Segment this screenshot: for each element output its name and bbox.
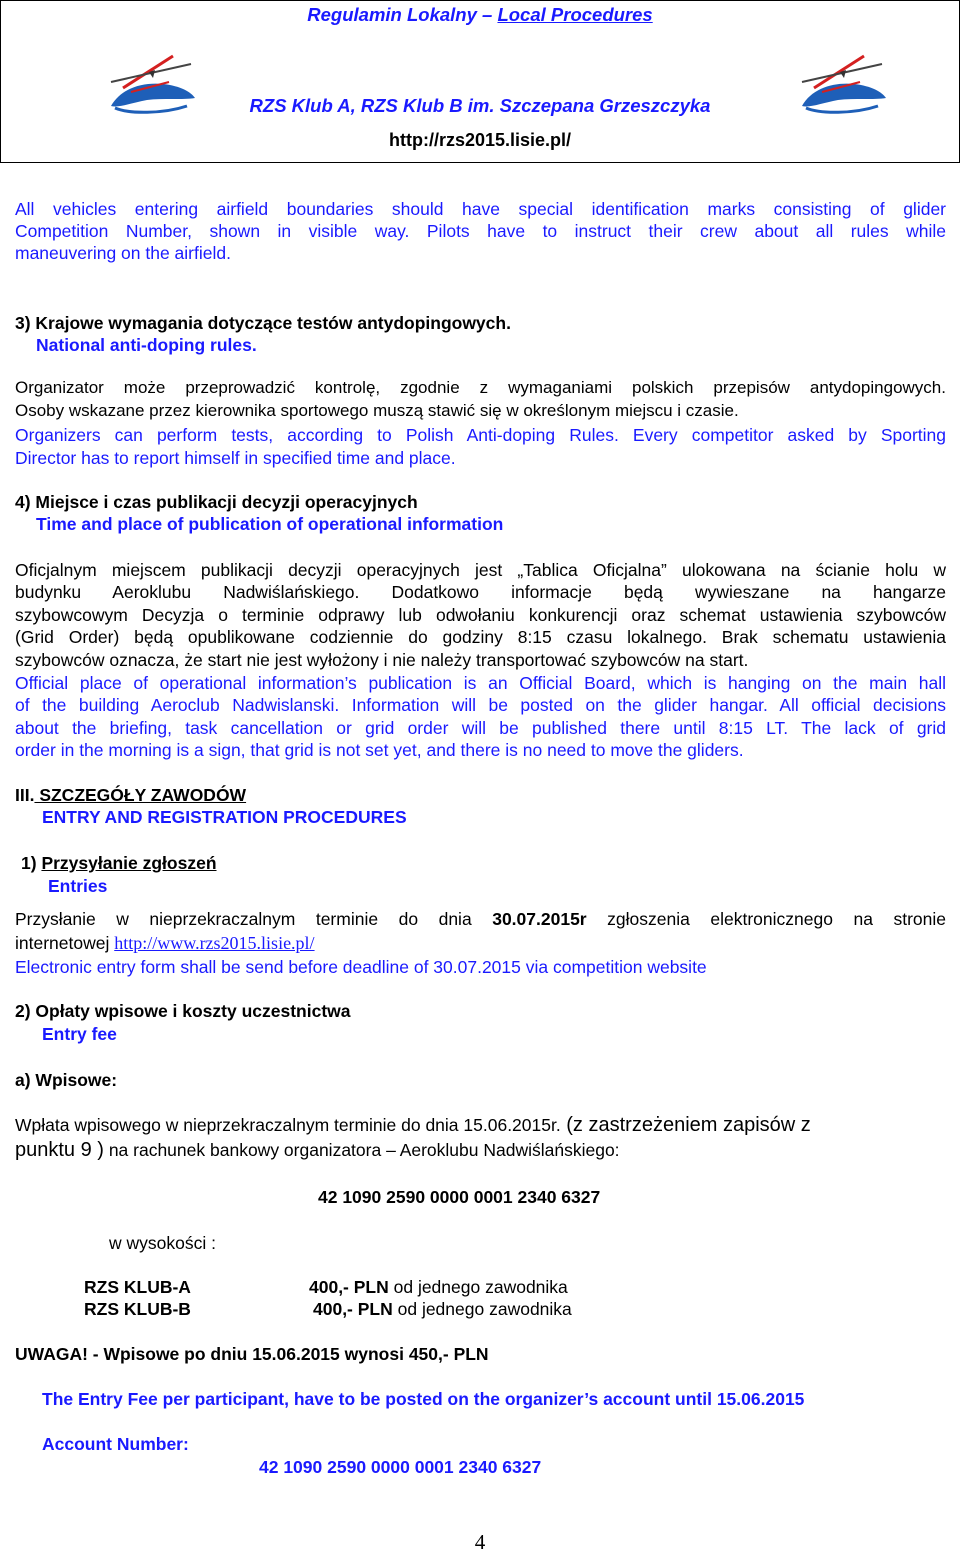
section4-pl-line-5: szybowców oznacza, że start nie jest wyłożony i nie należy transportować szybowców na start. (15, 650, 749, 670)
page-number: 4 (474, 1530, 486, 1554)
header-url[interactable]: http://rzs2015.lisie.pl/ (388, 130, 572, 150)
section3-en-line-2: Director has to report himself in specified time and place. (15, 448, 456, 468)
entries-heading-title: Przysyłanie zgłoszeń (41, 853, 217, 873)
section4-en-line-4: order in the morning is a sign, that grid is not set yet, and there is no need to move the gliders. (15, 740, 744, 760)
section-iii-heading-pl (15, 784, 246, 806)
header-title (0, 4, 960, 26)
fees-heading-en: Entry fee (42, 1024, 117, 1044)
fees-club-a-per: od jednego zawodnika (388, 1277, 568, 1297)
section3-heading-pl: 3) Krajowe wymagania dotyczące testów antydopingowych. (15, 313, 511, 333)
fees-line-1 (15, 1114, 811, 1136)
section3-en-line-1a: Organizers can perform tests, according to Polish Anti-doping Rules. (15, 425, 619, 445)
fees-club-b: RZS KLUB-B (84, 1299, 191, 1319)
section3-en-line-1b: Every competitor asked by Sporting (618, 425, 946, 445)
fees-en-note: The Entry Fee per participant, have to be posted on the organizer’s account until 15.06.2015 (42, 1389, 805, 1409)
fees-line-2b: na rachunek bankowy organizatora – Aeroklubu Nadwiślańskiego: (103, 1140, 620, 1160)
fees-heading-pl: 2) Opłaty wpisowe i koszty uczestnictwa (15, 1001, 351, 1021)
entries-heading-pl (21, 852, 217, 874)
vehicles-line-3: maneuvering on the airfield. (15, 243, 231, 263)
section3-heading-en: National anti-doping rules. (36, 335, 257, 355)
fees-sub-heading: a) Wpisowe: (15, 1070, 118, 1090)
section4-en-line-2: of the building Aeroclub Nadwislanski. Information will be posted on the glider hangar. All official decisions (15, 695, 946, 715)
fees-line-1b: (z zastrzeżeniem zapisów z (560, 1114, 811, 1136)
fees-club-b-value: 400,- PLN (313, 1299, 393, 1319)
fees-club-a-amount (309, 1276, 568, 1298)
section4-heading-pl: 4) Miejsce i czas publikacji decyzji operacyjnych (15, 492, 418, 512)
fees-line-2a: punktu 9 ) (15, 1139, 104, 1161)
fees-line-2 (15, 1139, 620, 1161)
fees-account-number: 42 1090 2590 0000 0001 2340 6327 (318, 1187, 601, 1207)
section4-en-line-3: about the briefing, task cancellation or grid order will be published there until 8:15 LT. The lack of grid (15, 718, 946, 738)
section4-pl-line-3: szybowcowym Decyzja o terminie odprawy lub odwołaniu konkurencji oraz schemat ustawienia szybowców (15, 605, 946, 625)
vehicles-line-2: Competition Number, shown in visible way. Pilots have to instruct their crew about all rules while (15, 221, 946, 241)
section4-pl-line-4: (Grid Order) będą opublikowane codziennie do godziny 8:15 czasu lokalnego. Brak schematu ustawienia (15, 627, 946, 647)
entries-pl-line-2 (15, 932, 315, 954)
section4-pl-line-1: Oficjalnym miejscem publikacji decyzji operacyjnych jest „Tablica Oficjalna” ulokowana na ścianie holu w (15, 560, 946, 580)
fees-club-b-per: od jednego zawodnika (392, 1299, 572, 1319)
fees-amount-label: w wysokości : (109, 1233, 216, 1253)
entries-pl-text-a: Przysłanie w nieprzekraczalnym terminie do dnia (15, 909, 472, 929)
entries-en-line: Electronic entry form shall be send before deadline of 30.07.2015 via competition website (15, 957, 707, 977)
section-iii-title-pl: SZCZEGÓŁY ZAWODÓW (34, 785, 247, 805)
section3-pl-line-1: Organizator może przeprowadzić kontrolę, zgodnie z wymaganiami polskich przepisów antydopingowych. (15, 378, 946, 397)
fees-warning: UWAGA! - Wpisowe po dniu 15.06.2015 wynosi 450,- PLN (15, 1344, 489, 1364)
header-title-pl: Regulamin Lokalny – (307, 4, 493, 25)
header-title-en: Local Procedures (497, 4, 653, 25)
entries-heading-num: 1) (21, 853, 42, 873)
fees-club-a: RZS KLUB-A (84, 1277, 191, 1297)
entries-heading-en: Entries (48, 876, 108, 896)
entries-pl-text-c: internetowej (15, 933, 115, 953)
section-iii-heading-en: ENTRY AND REGISTRATION PROCEDURES (42, 807, 407, 827)
fees-account-label-en: Account Number: (42, 1434, 189, 1454)
entries-pl-text-b: zgłoszenia elektronicznego na stronie (607, 909, 946, 929)
vehicles-line-1: All vehicles entering airfield boundaries should have special identification marks consisting of glider (15, 199, 946, 219)
fees-line-1a: Wpłata wpisowego w nieprzekraczalnym terminie do dnia 15.06.2015r. (15, 1115, 561, 1135)
section-iii-numeral: III. (15, 785, 35, 805)
fees-club-a-value: 400,- PLN (309, 1277, 389, 1297)
section3-en-line-1 (15, 424, 946, 447)
header-clubs: RZS Klub A, RZS Klub B im. Szczepana Grzeszczyka (249, 95, 711, 116)
fees-club-b-amount (313, 1298, 572, 1320)
section4-en-line-1: Official place of operational information’s publication is an Official Board, which is hanging on the main hall (15, 673, 946, 693)
section4-pl-line-2: budynku Aeroklubu Nadwiślańskiego. Dodatkowo informacje będą wywieszane na hangarze (15, 582, 946, 602)
section4-heading-en: Time and place of publication of operational information (36, 514, 504, 534)
section3-pl-line-2: Osoby wskazane przez kierownika sportowego muszą stawić się w określonym miejscu i czasie. (15, 401, 739, 420)
entries-website-link[interactable]: http://www.rzs2015.lisie.pl/ (114, 933, 315, 953)
entries-pl-line-1 (15, 908, 946, 931)
entries-deadline: 30.07.2015r (492, 909, 587, 929)
fees-account-number-en: 42 1090 2590 0000 0001 2340 6327 (259, 1457, 542, 1477)
